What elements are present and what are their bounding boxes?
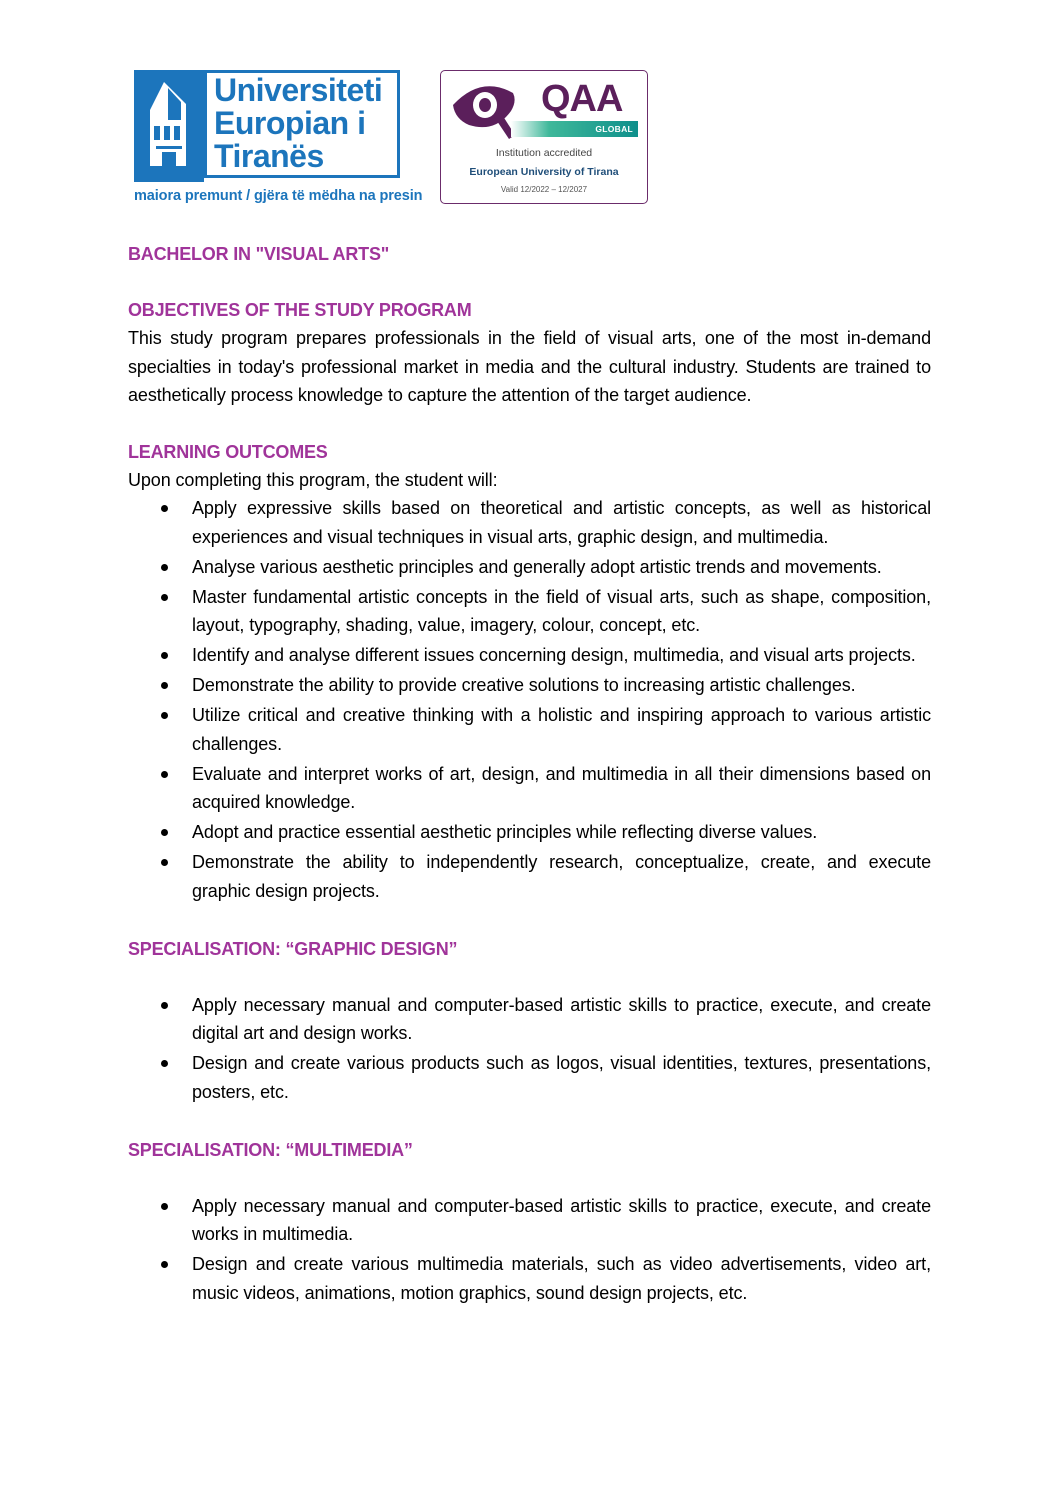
bullet-icon (161, 712, 168, 719)
qaa-accredited-text: Institution accredited (495, 147, 593, 159)
list-item (128, 671, 931, 700)
qaa-global-label: GLOBAL (595, 124, 633, 134)
bullet-icon (161, 1060, 168, 1067)
document-title: BACHELOR IN "VISUAL ARTS" (128, 244, 390, 264)
list-item (128, 760, 931, 817)
multimedia-list (128, 1192, 931, 1308)
spacer (128, 268, 931, 296)
qaa-validity: Valid 12/2022 – 12/2027 (500, 185, 588, 194)
list-item-text: Apply necessary manual and computer-based artistic skills to practice, execute, and create digital art and design works. (192, 994, 931, 1043)
university-name (214, 74, 382, 173)
list-item-text: Design and create various products such as logos, visual identities, textures, presentations, posters, etc. (192, 1053, 931, 1102)
graphic-design-heading: SPECIALISATION: “GRAPHIC DESIGN” (128, 938, 458, 959)
university-logo (134, 70, 423, 210)
bullet-icon (161, 564, 168, 571)
bullet-icon (161, 829, 168, 836)
list-item (128, 583, 931, 640)
list-item-text: Design and create various multimedia materials, such as video advertisements, video art, music videos, animations, motion graphics, sound design projects, etc. (192, 1254, 931, 1303)
list-item-text: Apply necessary manual and computer-based artistic skills to practice, execute, and create works in multimedia. (192, 1195, 931, 1244)
graphic-design-list (128, 991, 931, 1107)
list-item (128, 991, 931, 1048)
list-item (128, 701, 931, 758)
bullet-icon (161, 859, 168, 866)
spacer (128, 410, 931, 438)
bullet-icon (161, 505, 168, 512)
university-name-line-2: Europian i (214, 105, 366, 141)
spacer (128, 907, 931, 935)
list-item-text: Adopt and practice essential aesthetic principles while reflecting diverse values. (192, 822, 818, 842)
bullet-icon (161, 652, 168, 659)
list-item-text: Evaluate and interpret works of art, design, and multimedia in all their dimensions based on acquired knowledge. (192, 763, 931, 812)
bullet-icon (161, 1002, 168, 1009)
list-item (128, 1250, 931, 1307)
list-item (128, 848, 931, 905)
qaa-accreditation-badge (440, 70, 648, 204)
bullet-icon (161, 1203, 168, 1210)
multimedia-heading: SPECIALISATION: “MULTIMEDIA” (128, 1139, 413, 1160)
bullet-icon (161, 594, 168, 601)
university-name-line-1: Universiteti (214, 72, 383, 108)
spacer (128, 1108, 931, 1136)
bullet-icon (161, 682, 168, 689)
list-item-text: Demonstrate the ability to independently research, conceptualize, create, and execute graphic design projects. (192, 852, 931, 901)
qaa-q-icon (451, 81, 543, 148)
list-item-text: Identify and analyse different issues concerning design, multimedia, and visual arts projects. (192, 645, 916, 665)
spacer (128, 963, 931, 991)
list-item (128, 641, 931, 670)
list-item (128, 1049, 931, 1106)
list-item-text: Demonstrate the ability to provide creative solutions to increasing artistic challenges. (192, 675, 856, 695)
list-item (128, 494, 931, 551)
building-emblem-icon (134, 70, 204, 182)
list-item (128, 818, 931, 847)
learning-outcomes-heading: LEARNING OUTCOMES (128, 441, 328, 462)
spacer (128, 1164, 931, 1192)
objectives-heading: OBJECTIVES OF THE STUDY PROGRAM (128, 300, 472, 320)
bullet-icon (161, 771, 168, 778)
bullet-icon (161, 1261, 168, 1268)
list-item (128, 1192, 931, 1249)
learning-outcomes-intro: Upon completing this program, the student will: (128, 469, 498, 490)
objectives-text: This study program prepares professionals in the field of visual arts, one of the most in-demand specialties in today's professional market in media and the cultural industry. Students are trained to aesthetically process knowledge to capture the attention of the target audience. (128, 328, 931, 405)
document-body (128, 240, 931, 1309)
list-item-text: Master fundamental artistic concepts in the field of visual arts, such as shape, composition, layout, typography, shading, value, imagery, colour, concept, etc. (192, 586, 931, 635)
qaa-institution-name: European University of Tirana (469, 166, 619, 178)
list-item-text: Utilize critical and creative thinking with a holistic and inspiring approach to various artistic challenges. (192, 705, 931, 754)
list-item-text: Apply expressive skills based on theoretical and artistic concepts, as well as historical experiences and visual techniques in visual arts, graphic design, and multimedia. (192, 498, 931, 547)
qaa-wordmark: QAA (541, 78, 623, 120)
university-motto: maiora premunt / gjëra të mëdha na presin (134, 188, 423, 204)
list-item-text: Analyse various aesthetic principles and generally adopt artistic trends and movements. (192, 556, 882, 577)
learning-outcomes-list (128, 494, 931, 905)
university-name-line-3: Tiranës (214, 138, 324, 174)
list-item (128, 553, 931, 582)
